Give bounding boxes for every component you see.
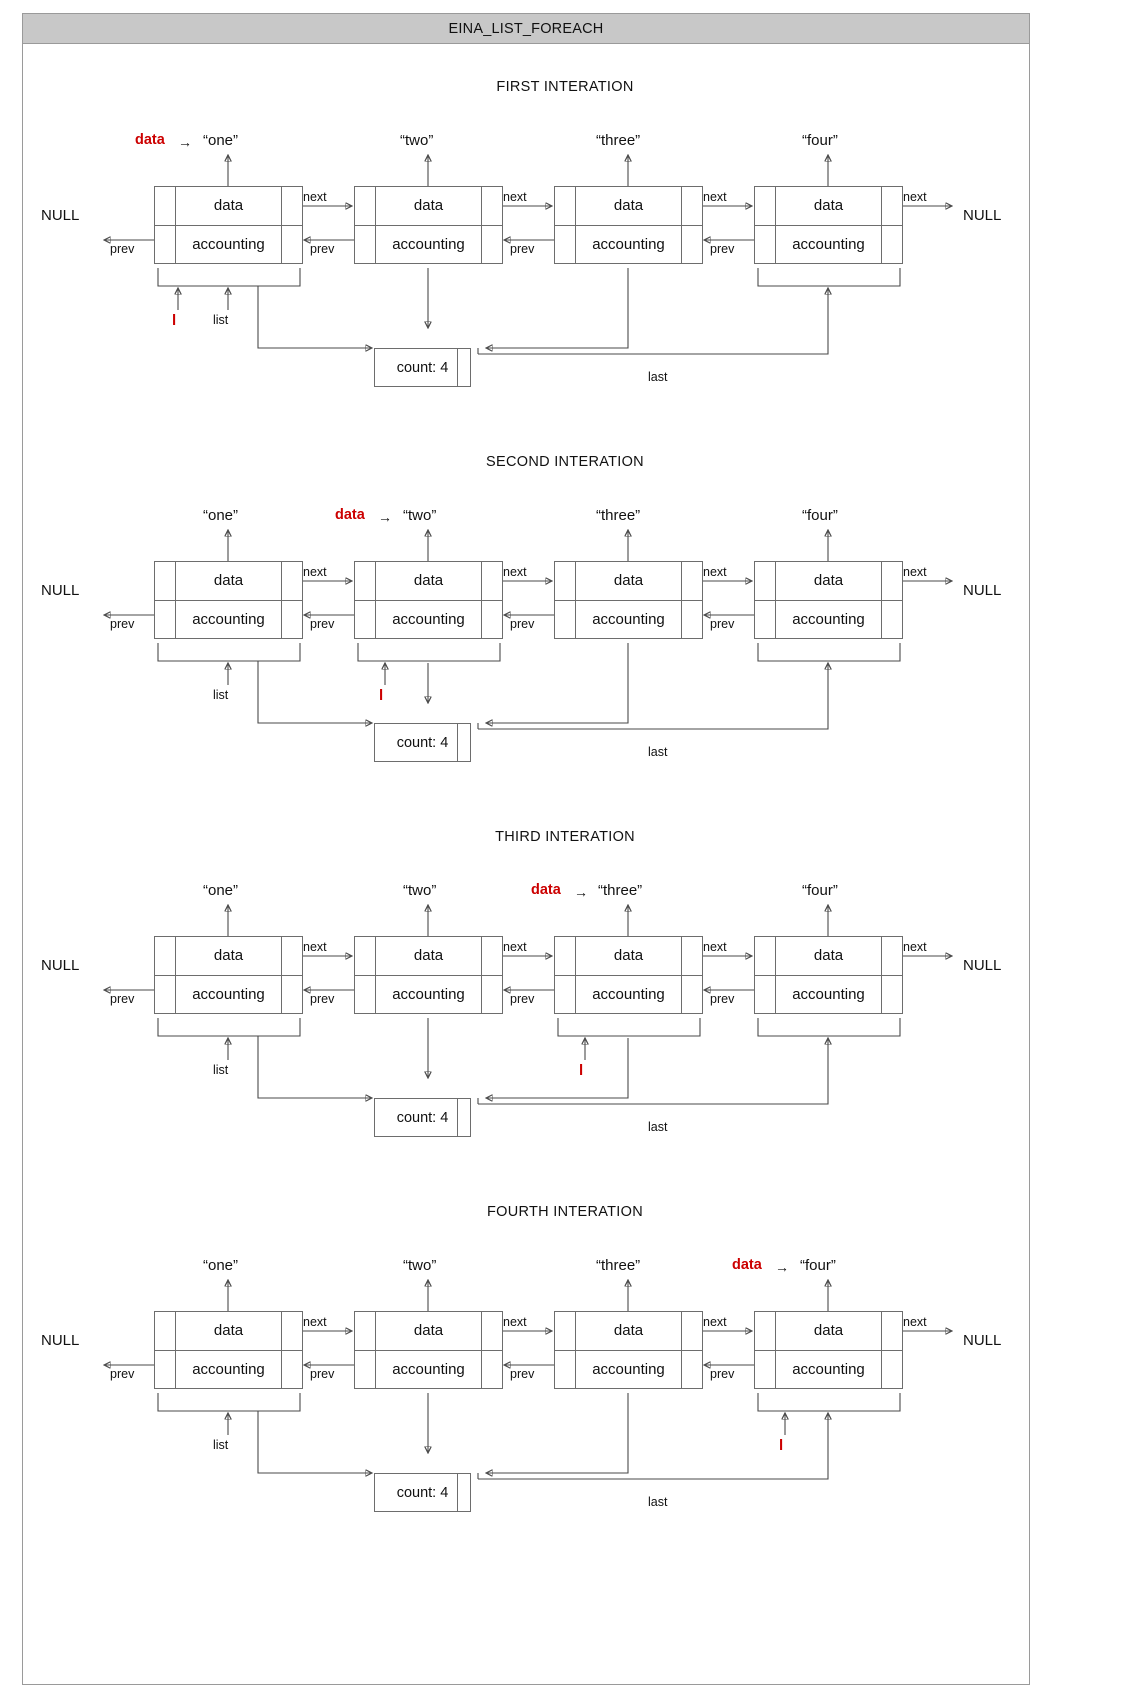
next-label-3: next [703, 940, 727, 954]
next-label-2: next [503, 565, 527, 579]
data-variable-label: data [335, 507, 365, 523]
node-accounting-field: accounting [592, 236, 665, 253]
list-node-one [154, 1311, 303, 1389]
prev-label-2: prev [310, 1367, 335, 1381]
value-three: “three” [596, 1257, 641, 1274]
section-title: THIRD INTERATION [495, 829, 635, 845]
value-three: “three” [596, 132, 641, 149]
node-accounting-field: accounting [392, 611, 465, 628]
list-node-three [554, 1311, 703, 1389]
count-tick [457, 1473, 458, 1512]
node-accounting-field: accounting [592, 611, 665, 628]
next-label-1: next [303, 190, 327, 204]
node-data-field: data [755, 937, 902, 976]
value-four: “four” [802, 507, 838, 524]
node-tick-right [881, 1311, 882, 1389]
l-variable-label: l [379, 687, 384, 704]
section-first-interation [0, 70, 1130, 400]
data-variable-label: data [531, 882, 561, 898]
node-tick-left [375, 561, 376, 639]
next-label-4: next [903, 940, 927, 954]
list-node-four [754, 186, 903, 264]
node-tick-left [175, 561, 176, 639]
section-fourth-interation [0, 1195, 1130, 1525]
next-label-1: next [303, 565, 327, 579]
node-accounting-field: accounting [792, 236, 865, 253]
node-tick-right [681, 1311, 682, 1389]
node-data-field: data [355, 1312, 502, 1351]
node-accounting-field: accounting [592, 1361, 665, 1378]
value-four: “four” [802, 882, 838, 899]
data-variable-label: data [135, 132, 165, 148]
node-tick-right [881, 561, 882, 639]
data-arrow-icon: → [574, 884, 588, 900]
prev-label-4: prev [710, 992, 735, 1006]
value-one: “one” [203, 507, 239, 524]
node-accounting-field: accounting [392, 986, 465, 1003]
node-accounting-field: accounting [192, 1361, 265, 1378]
next-label-4: next [903, 190, 927, 204]
last-pointer-label: last [648, 370, 668, 384]
count-tick [457, 723, 458, 762]
null-left-label: NULL [41, 1332, 80, 1349]
section-title: SECOND INTERATION [486, 454, 644, 470]
node-data-field: data [755, 562, 902, 601]
node-data-field: data [155, 562, 302, 601]
list-node-one [154, 936, 303, 1014]
list-node-one [154, 561, 303, 639]
prev-label-1: prev [110, 617, 135, 631]
value-three: “three” [598, 882, 643, 899]
list-node-two [354, 1311, 503, 1389]
accounting-count-box [374, 348, 471, 387]
section-title: FIRST INTERATION [496, 79, 634, 95]
prev-label-3: prev [510, 617, 535, 631]
node-data-field: data [155, 1312, 302, 1351]
value-two: “two” [400, 132, 434, 149]
null-right-label: NULL [963, 582, 1002, 599]
next-label-2: next [503, 940, 527, 954]
prev-label-1: prev [110, 992, 135, 1006]
list-pointer-label: list [213, 1063, 229, 1077]
node-accounting-field: accounting [192, 986, 265, 1003]
prev-label-1: prev [110, 1367, 135, 1381]
accounting-count-box [374, 723, 471, 762]
node-accounting-field: accounting [792, 1361, 865, 1378]
l-variable-label: l [779, 1437, 784, 1454]
count-label: count: 4 [396, 735, 449, 751]
accounting-count-box [374, 1098, 471, 1137]
prev-label-3: prev [510, 992, 535, 1006]
node-data-field: data [355, 562, 502, 601]
node-tick-left [375, 186, 376, 264]
node-tick-left [775, 936, 776, 1014]
null-left-label: NULL [41, 582, 80, 599]
node-tick-right [881, 936, 882, 1014]
node-tick-left [175, 1311, 176, 1389]
node-data-field: data [155, 937, 302, 976]
node-tick-left [775, 186, 776, 264]
node-accounting-field: accounting [192, 611, 265, 628]
count-tick [457, 348, 458, 387]
value-one: “one” [203, 132, 239, 149]
list-node-two [354, 186, 503, 264]
node-data-field: data [755, 187, 902, 226]
node-tick-left [775, 1311, 776, 1389]
next-label-1: next [303, 1315, 327, 1329]
value-four: “four” [802, 132, 838, 149]
list-node-four [754, 936, 903, 1014]
diagram-title-bar [22, 13, 1030, 44]
node-data-field: data [555, 562, 702, 601]
prev-label-3: prev [510, 1367, 535, 1381]
diagram-title: EINA_LIST_FOREACH [448, 20, 604, 37]
next-label-1: next [303, 940, 327, 954]
node-data-field: data [355, 187, 502, 226]
node-tick-right [481, 936, 482, 1014]
node-data-field: data [555, 937, 702, 976]
prev-label-2: prev [310, 617, 335, 631]
list-pointer-label: list [213, 688, 229, 702]
node-tick-left [375, 936, 376, 1014]
node-accounting-field: accounting [592, 986, 665, 1003]
node-accounting-field: accounting [192, 236, 265, 253]
node-accounting-field: accounting [392, 1361, 465, 1378]
section-third-interation [0, 820, 1130, 1150]
node-tick-left [575, 1311, 576, 1389]
node-tick-right [881, 186, 882, 264]
node-data-field: data [555, 187, 702, 226]
count-tick [457, 1098, 458, 1137]
node-data-field: data [555, 1312, 702, 1351]
node-tick-right [481, 186, 482, 264]
data-arrow-icon: → [775, 1259, 789, 1275]
node-tick-right [281, 936, 282, 1014]
node-accounting-field: accounting [392, 236, 465, 253]
node-tick-left [175, 186, 176, 264]
prev-label-2: prev [310, 992, 335, 1006]
list-node-three [554, 936, 703, 1014]
node-tick-left [775, 561, 776, 639]
node-tick-right [481, 1311, 482, 1389]
list-node-three [554, 186, 703, 264]
value-one: “one” [203, 1257, 239, 1274]
prev-label-1: prev [110, 242, 135, 256]
l-variable-label: l [172, 312, 177, 329]
count-label: count: 4 [396, 1110, 449, 1126]
prev-label-4: prev [710, 242, 735, 256]
count-label: count: 4 [396, 360, 449, 376]
value-two: “two” [403, 1257, 437, 1274]
node-tick-left [575, 936, 576, 1014]
value-two: “two” [403, 882, 437, 899]
node-tick-right [281, 1311, 282, 1389]
value-three: “three” [596, 507, 641, 524]
list-node-four [754, 561, 903, 639]
data-variable-label: data [732, 1257, 762, 1273]
last-pointer-label: last [648, 1120, 668, 1134]
list-node-two [354, 936, 503, 1014]
data-arrow-icon: → [178, 134, 192, 150]
node-tick-left [175, 936, 176, 1014]
last-pointer-label: last [648, 1495, 668, 1509]
node-accounting-field: accounting [792, 611, 865, 628]
node-data-field: data [755, 1312, 902, 1351]
last-pointer-label: last [648, 745, 668, 759]
accounting-count-box [374, 1473, 471, 1512]
list-pointer-label: list [213, 313, 229, 327]
node-tick-right [281, 186, 282, 264]
null-right-label: NULL [963, 957, 1002, 974]
prev-label-4: prev [710, 617, 735, 631]
next-label-4: next [903, 1315, 927, 1329]
l-variable-label: l [579, 1062, 584, 1079]
next-label-4: next [903, 565, 927, 579]
data-arrow-icon: → [378, 509, 392, 525]
section-title: FOURTH INTERATION [486, 1204, 643, 1220]
list-pointer-label: list [213, 1438, 229, 1452]
null-right-label: NULL [963, 207, 1002, 224]
value-four: “four” [800, 1257, 836, 1274]
null-left-label: NULL [41, 207, 80, 224]
null-left-label: NULL [41, 957, 80, 974]
prev-label-2: prev [310, 242, 335, 256]
count-label: count: 4 [396, 1485, 449, 1501]
list-node-three [554, 561, 703, 639]
section-second-interation [0, 445, 1130, 775]
next-label-2: next [503, 1315, 527, 1329]
prev-label-3: prev [510, 242, 535, 256]
node-tick-left [375, 1311, 376, 1389]
prev-label-4: prev [710, 1367, 735, 1381]
next-label-2: next [503, 190, 527, 204]
node-tick-left [575, 561, 576, 639]
next-label-3: next [703, 190, 727, 204]
node-tick-right [681, 186, 682, 264]
node-tick-right [681, 936, 682, 1014]
next-label-3: next [703, 565, 727, 579]
node-tick-right [481, 561, 482, 639]
node-tick-right [681, 561, 682, 639]
value-one: “one” [203, 882, 239, 899]
list-node-one [154, 186, 303, 264]
node-data-field: data [355, 937, 502, 976]
list-node-two [354, 561, 503, 639]
list-node-four [754, 1311, 903, 1389]
node-tick-right [281, 561, 282, 639]
node-accounting-field: accounting [792, 986, 865, 1003]
next-label-3: next [703, 1315, 727, 1329]
value-two: “two” [403, 507, 437, 524]
node-data-field: data [155, 187, 302, 226]
null-right-label: NULL [963, 1332, 1002, 1349]
node-tick-left [575, 186, 576, 264]
